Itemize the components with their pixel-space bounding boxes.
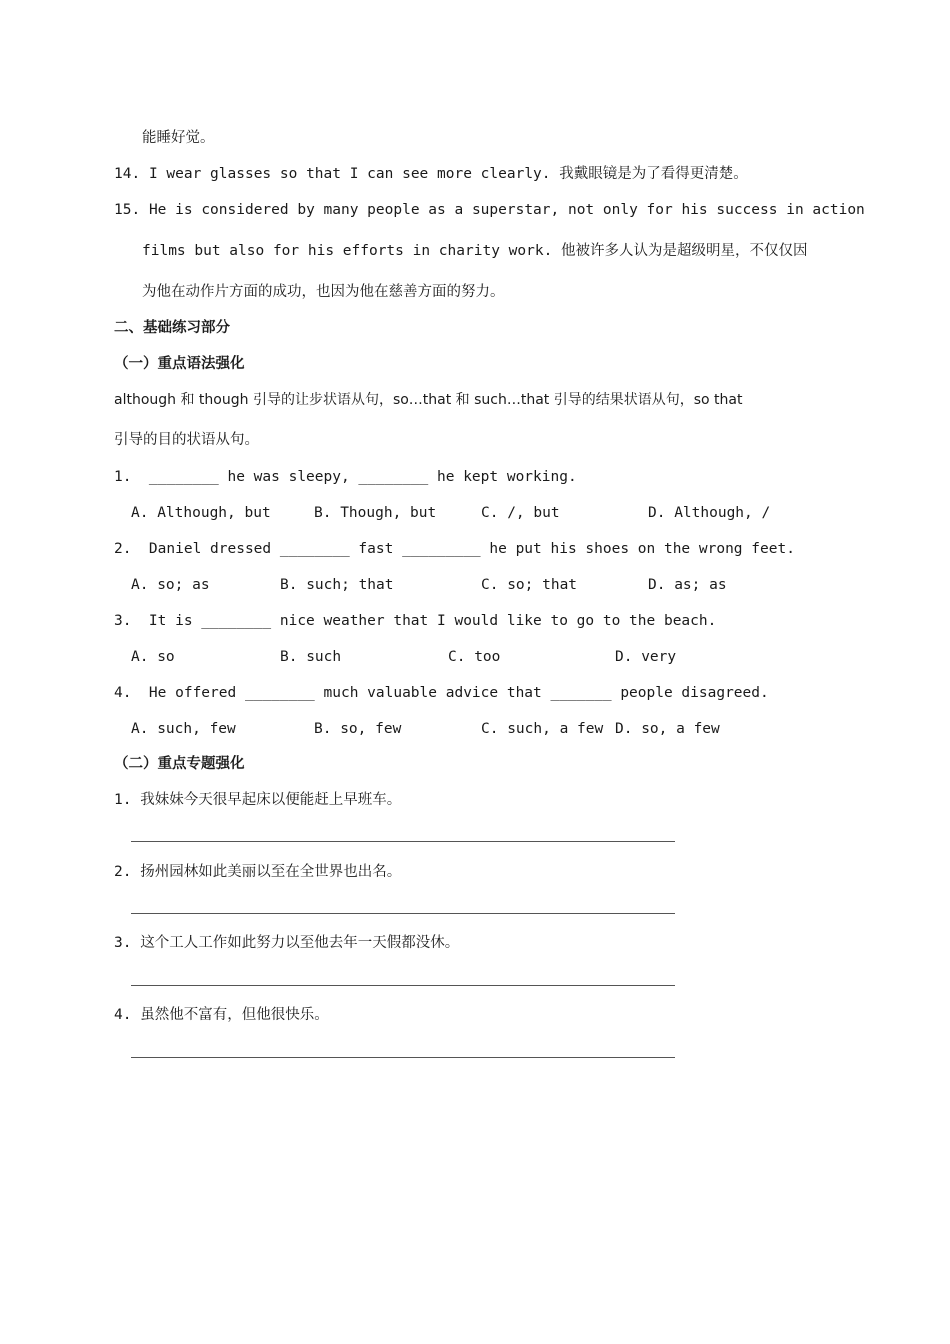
translation-1 [114,790,401,810]
translation-text: 虽然他不富有，但他很快乐。 [140,1007,329,1023]
sentence-english: He is considered by many people as a superstar, not only for his success in action [148,202,865,218]
sentence-number: 15. [114,202,141,218]
question-2-stem: 2. Daniel dressed ________ fast _________ he put his shoes on the wrong feet. [114,541,795,557]
translation-4 [114,1005,329,1025]
question-1-option-c[interactable]: C. /, but [481,505,560,521]
grammar-note-line1: although 和 though 引导的让步状语从句，so…that 和 such…that 引导的结果状语从句，so that [114,392,743,408]
answer-line-3[interactable] [131,985,675,986]
sentence-14 [114,164,748,184]
translation-text: 我妹妹今天很早起床以便能赶上早班车。 [140,792,402,808]
translation-number: 4. [114,1007,132,1023]
translation-number: 3. [114,935,132,951]
translation-text: 扬州园林如此美丽以至在全世界也出名。 [140,864,402,880]
sentence-english: I wear glasses so that I can see more clearly. [148,166,551,182]
question-4-stem: 4. He offered ________ much valuable advice that _______ people disagreed. [114,685,769,701]
sentence-english: films but also for his efforts in charity work. [142,243,553,259]
question-2-option-c[interactable]: C. so; that [481,577,578,593]
question-4-option-a[interactable]: A. such, few [131,721,236,737]
sentence-chinese: 我戴眼镜是为了看得更清楚。 [559,166,748,182]
translation-3 [114,933,459,953]
question-3-option-a[interactable]: A. so [131,649,175,665]
sentence-chinese: 他被许多人认为是超级明星，不仅仅因 [561,243,808,259]
translation-number: 2. [114,864,132,880]
question-1-option-a[interactable]: A. Although, but [131,505,271,521]
answer-line-4[interactable] [131,1057,675,1058]
answer-line-1[interactable] [131,841,675,842]
question-2-option-b[interactable]: B. such; that [280,577,394,593]
question-4-option-c[interactable]: C. such, a few [481,721,604,737]
question-1-option-b[interactable]: B. Though, but [314,505,437,521]
sentence-15-line3: 为他在动作片方面的成功，也因为他在慈善方面的努力。 [142,284,505,300]
question-3-option-d[interactable]: D. very [615,649,677,665]
translation-text: 这个工人工作如此努力以至他去年一天假都没休。 [140,935,460,951]
question-3-option-c[interactable]: C. too [448,649,501,665]
question-4-option-b[interactable]: B. so, few [314,721,402,737]
question-2-option-d[interactable]: D. as; as [648,577,727,593]
intro-tail: 能睡好觉。 [142,130,215,146]
question-2-option-a[interactable]: A. so; as [131,577,210,593]
section-2-title: 二、基础练习部分 [114,320,230,336]
sentence-number: 14. [114,166,141,182]
question-3-stem: 3. It is ________ nice weather that I would like to go to the beach. [114,613,717,629]
translation-2 [114,862,401,882]
question-3-option-b[interactable]: B. such [280,649,342,665]
question-4-option-d[interactable]: D. so, a few [615,721,720,737]
sentence-15-line2 [142,241,808,261]
translation-number: 1. [114,792,132,808]
question-1-stem: 1. ________ he was sleepy, ________ he kept working. [114,469,577,485]
sentence-15-line1 [114,200,865,220]
subsection-1-title: （一）重点语法强化 [114,356,245,372]
question-1-option-d[interactable]: D. Although, / [648,505,771,521]
subsection-2-title: （二）重点专题强化 [114,756,245,772]
grammar-note-line2: 引导的目的状语从句。 [114,432,259,448]
answer-line-2[interactable] [131,913,675,914]
